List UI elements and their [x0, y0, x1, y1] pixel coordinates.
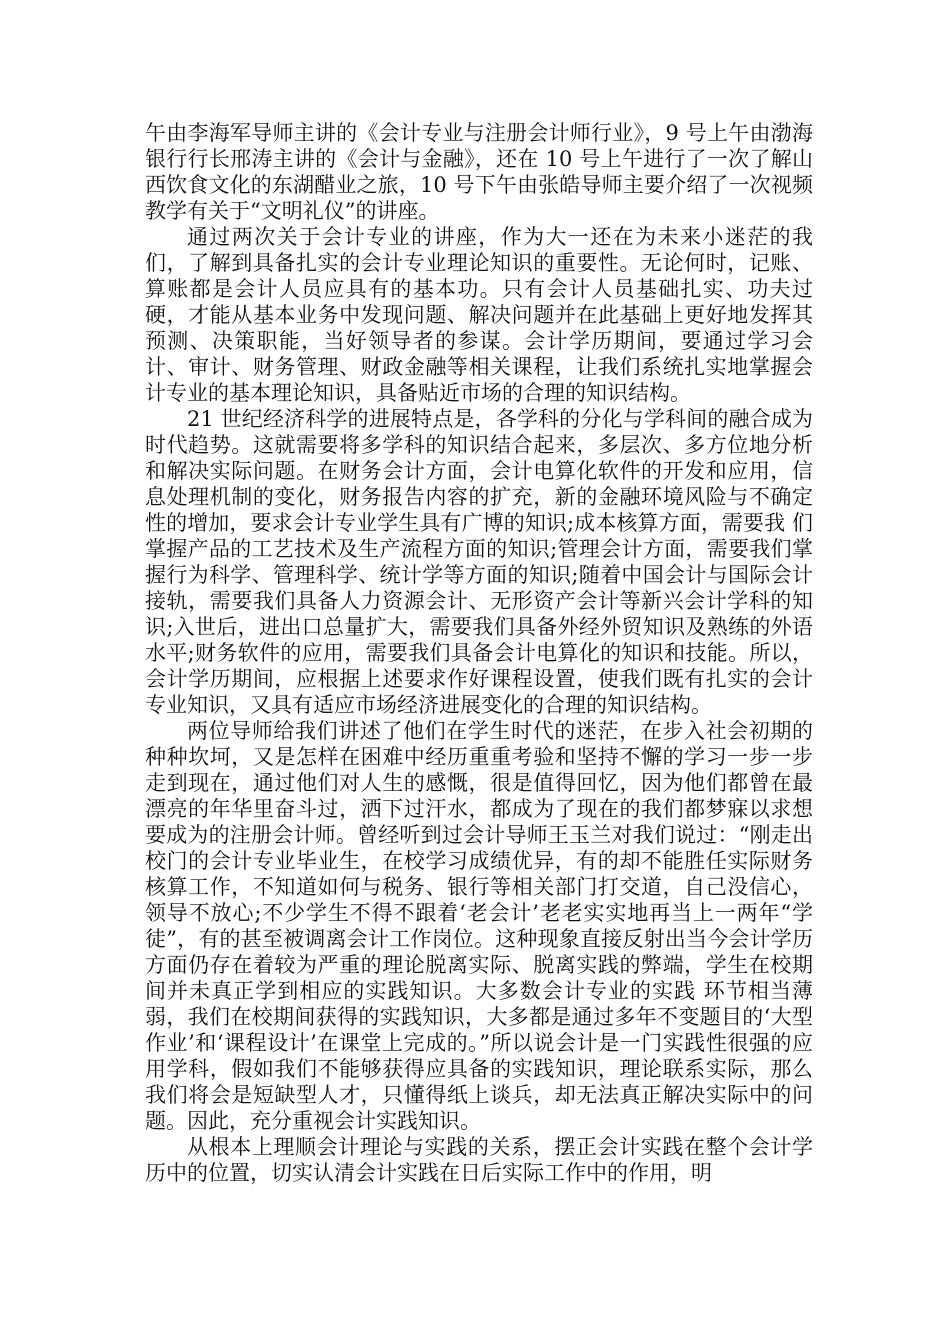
- paragraph-2: 通过两次关于会计专业的讲座，作为大一还在为未来小迷茫的我们，了解到具备扎实的会计专业理论知识的重要性。无论何时，记账、算账都是会计人员应具有的基本功。只有会计人员基础扎实、功夫过硬，才能从基本业务中发现问题、解决问题并在此基础上更好地发挥其预测、决策职能，当好领导者的参谋。会计学历期间，要通过学习会计、审计、财务管理、财政金融等相关课程，让我们系统扎实地掌握会计专业的基本理论知识，具备贴近市场的合理的知识结构。: [145, 225, 813, 405]
- paragraph-3: 21 世纪经济科学的进展特点是，各学科的分化与学科间的融合成为时代趋势。这就需要将多学科的知识结合起来，多层次、多方位地分析和解决实际问题。在财务会计方面，会计电算化软件的开发和应用，信息处理机制的变化，财务报告内容的扩充，新的金融环境风险与不确定性的增加，要求会计专业学生具有广博的知识;成本核算方面，需要我 们掌握产品的工艺技术及生产流程方面的知识;管理会计方面，需要我们掌握行为科学、管理科学、统计学等方面的知识;随着中国会计与国际会计接轨，需要我们具备人力资源会计、无形资产会计等新兴会计学科的知识;入世后，进出口总量扩大，需要我们具备外经外贸知识及熟练的外语水平;财务软件的应用，需要我们具备会计电算化的知识和技能。所以，会计学历期间，应根据上述要求作好课程设置，使我们既有扎实的会计专业知识，又具有适应市场经济进展变化的合理的知识结构。: [145, 407, 813, 717]
- paragraph-5: 从根本上理顺会计理论与实践的关系，摆正会计实践在整个会计学历中的位置，切实认清会计实践在日后实际工作中的作用，明: [145, 1135, 813, 1185]
- paragraph-4: 两位导师给我们讲述了他们在学生时代的迷茫，在步入社会初期的种种坎坷，又是怎样在困难中经历重重考验和坚持不懈的学习一步一步走到现在，通过他们对人生的感慨，很是值得回忆，因为他们都曾在最漂亮的年华里奋斗过，洒下过汗水，都成为了现在的我们都梦寐以求想要成为的注册会计师。曾经听到过会计导师王玉兰对我们说过：“刚走出校门的会计专业毕业生，在校学习成绩优异，有的却不能胜任实际财务核算工作，不知道如何与税务、银行等相关部门打交道，自己没信心，领导不放心;不少学生不得不跟着‘老会计’老老实实地再当上一两年“学徒”，有的甚至被调离会计工作岗位。这种现象直接反射出当今会计学历方面仍存在着较为严重的理论脱离实际、脱离实践的弊端，学生在校期间并未真正学到相应的实践知识。大多数会计专业的实践 环节相当薄弱，我们在校期间获得的实践知识，大多都是通过多年不变题目的‘大型作业’和‘课程设计’在课堂上完成的。”所以说会计是一门实践性很强的应用学科，假如我们不能够获得应具备的实践知识，理论联系实际，那么我们将会是短缺型人才，只懂得纸上谈兵，却无法真正解决实际中的问题。因此，充分重视会计实践知识。: [145, 719, 813, 1133]
- paragraph-1: 午由李海军导师主讲的《会计专业与注册会计师行业》，9 号上午由渤海银行行长邢涛主讲的《会计与金融》，还在 10 号上午进行了一次了解山西饮食文化的东湖醋业之旅，10 号下午由张皓导师主要介绍了一次视频教学有关于“文明礼仪”的讲座。: [145, 121, 813, 223]
- document-body: [145, 120, 813, 1186]
